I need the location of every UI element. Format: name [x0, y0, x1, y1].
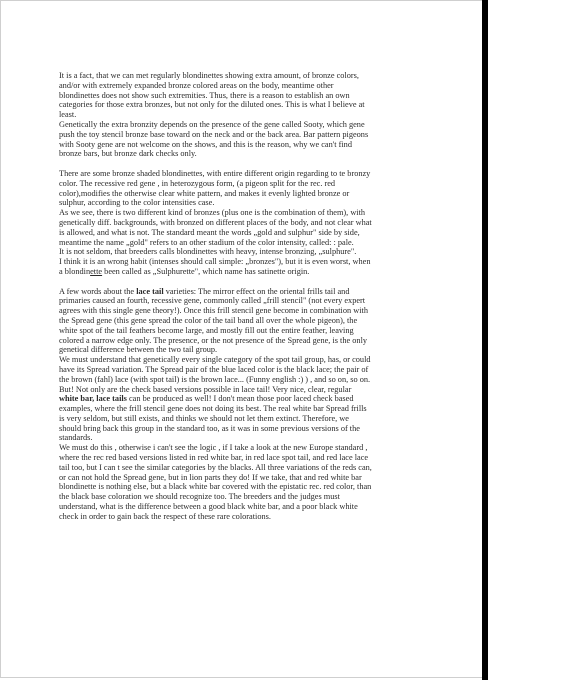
text-line: the black base coloration we should recognize too. The breeders and the judges must: [59, 492, 340, 502]
document-body: [59, 71, 425, 522]
emphasis: ette: [90, 266, 103, 276]
text-line: where the rec red based versions listed in red white bar, in red lace spot tail, and red lace lace: [59, 453, 369, 463]
emphasis: lace tail: [136, 286, 164, 296]
text-line: standards.: [59, 433, 93, 443]
text-line: It is a fact, that we can met regularly blondinettes showing extra amount, of bronze colors,: [59, 71, 359, 80]
text-line: and/or with extremely expanded bronze colored areas on the body, meantime other: [59, 80, 334, 90]
text-line: categories for those extra bronzes, but not only for the diluted ones. This is what I believe at: [59, 100, 365, 110]
text-line: bronze bars, but bronze dark checks only.: [59, 149, 197, 159]
text-line: understand, what is the difference between a good black white bar, and a poor black white: [59, 502, 358, 512]
text-line: A few words about the lace tail varieties: The mirror effect on the oriental frills tail and: [59, 286, 350, 296]
text-line: push the toy stencil bronze base toward on the neck and or the back area. Bar pattern pigeons: [59, 129, 369, 139]
text-line: genetical difference between the two tail group.: [59, 345, 218, 355]
text-line: We must understand that genetically every single category of the spot tail group, has, or could: [59, 355, 371, 365]
text-line: should bring back this group in the standard too, as it was in some previous versions of the: [59, 423, 360, 433]
text-line: primaries caused an fourth, recessive gene, commonly called „frill stencil" (not every expert: [59, 296, 366, 306]
text-line: the Spread gene (this gene spread the color of the tail band all over the whole pigeon), the: [59, 315, 358, 325]
text-line: There are some bronze shaded blondinettes, with entire different origin regarding to te bronzy: [59, 168, 371, 178]
text-line: blondinette is nothing else, but a black white bar covered with the epistatic rec. red color, than: [59, 482, 372, 492]
text-line: color),modifies the otherwise clear white pattern, and makes it evenly lighted bronze or: [59, 188, 350, 198]
text-line: the brown (fahl) lace (with spot tail) is the brown lace... (Funny english :) ) , and so on, so on.: [59, 374, 371, 384]
text-line: a blondinette been called as „Sulphurette", which name has satinette origin.: [59, 266, 310, 276]
text-line: meantime the name „gold" refers to an other stadium of the color intensity, called: : pale.: [59, 237, 354, 247]
emphasis: white bar, lace tails: [59, 394, 127, 404]
text-line: Genetically the extra bronzity depends on the presence of the gene called Sooty, which gene: [59, 119, 365, 129]
text-line: color. The recessive red gene , in heterozygous form, (a pigeon split for the rec. red: [59, 178, 336, 188]
text-line: least.: [59, 110, 77, 120]
text-line: with Sooty gene are not welcome on the shows, and this is the reason, why we can't find: [59, 139, 352, 149]
text-line: genetically diff. backgrounds, with bronzed on different places of the body, and not clear what: [59, 217, 372, 227]
text-line: is very seldom, but still exists, and thinks we should not let them extinct. Therefore, we: [59, 413, 349, 423]
text-line: As we see, there is two different kind of bronzes (plus one is the combination of them), with: [59, 208, 366, 218]
text-line: is allowed, and what is not. The standard meant the words „gold and sulphur" side by side,: [59, 227, 360, 237]
text-line: blondinettes does not show such extremities. Thus, there is a reason to establish an own: [59, 90, 350, 100]
text-line: agrees with this single gene theory!). Once this frill stencil gene become in combination with: [59, 306, 368, 316]
text-line: tail too, but I can t see the similar categories by the blacks. All three variations of the reds can,: [59, 462, 372, 472]
paragraph-gap: [59, 159, 425, 169]
text-line: have its Spread variation. The Spread pair of the blue laced color is the black lace; the pair of: [59, 364, 369, 374]
page-edge: [482, 0, 488, 680]
text-line: We must do this , otherwise i can't see the logic , if I take a look at the new Europe standard ,: [59, 443, 368, 453]
text-line: I think it is an wrong habit (intenses should call simple: „bronzes"), but it is even worst, when: [59, 257, 371, 267]
text-line: But! Not only are the check based versions possible in lace tail! Very nice, clear, regular: [59, 384, 352, 394]
text-line: white spot of the tail feathers become large, and mostly fill out the entire feather, leaving: [59, 325, 354, 335]
text-line: examples, where the frill stencil gene does not doing its best. The real white bar Spread frills: [59, 404, 367, 414]
text-line: sulphur, according to the color intensities case.: [59, 198, 215, 208]
paragraph-gap: [59, 277, 425, 287]
text-line: colored a narrow edge only. The presence, or the not presence of the Spread gene, is the only: [59, 335, 368, 345]
text-line: check in order to gain back the respect of these rare colorations.: [59, 511, 271, 521]
text-line: white bar, lace tails can be produced as well! I don't mean those poor laced check based: [59, 394, 354, 404]
text-line: It is not seldom, that breeders calls blondinettes with heavy, intense bronzing, „sulphure".: [59, 247, 357, 257]
text-line: or can not hold the Spread gene, but in lion parts they do! If we take, that and red white bar: [59, 472, 362, 482]
